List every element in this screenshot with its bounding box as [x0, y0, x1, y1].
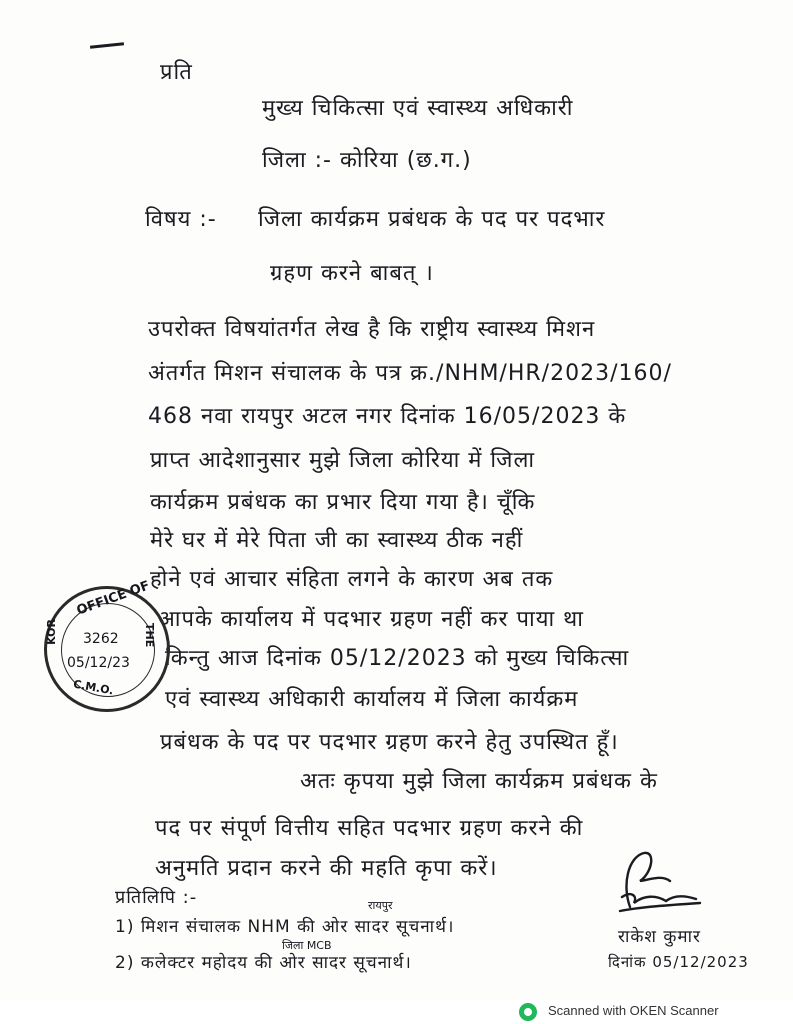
copy-item-2: 2) कलेक्टर महोदय की ओर सादर सूचनार्थ।	[115, 953, 412, 973]
body-line-13: पद पर संपूर्ण वित्तीय सहित पदभार ग्रहण करने की	[155, 816, 584, 841]
body-line-7: होने एवं आचार संहिता लगने के कारण अब तक	[150, 567, 554, 592]
oken-scanner-logo-icon	[519, 1003, 537, 1021]
body-line-9: किन्तु आज दिनांक 05/12/2023 को मुख्य चिकित्सा	[165, 646, 630, 671]
body-line-6: मेरे घर में मेरे पिता जी का स्वास्थ्य ठीक नहीं	[150, 528, 524, 553]
body-line-3: 468 नवा रायपुर अटल नगर दिनांक 16/05/2023 के	[148, 404, 627, 429]
copy-label: प्रतिलिपि :-	[115, 887, 198, 908]
signer-date: दिनांक 05/12/2023	[608, 953, 749, 971]
body-line-11: प्रबंधक के पद पर पदभार ग्रहण करने हेतु उपस्थित हूँ।	[160, 730, 619, 755]
signer-name: राकेश कुमार	[618, 927, 701, 947]
stamp-text-left: KOR	[45, 619, 58, 645]
body-line-1: उपरोक्त विषयांतर्गत लेख है कि राष्ट्रीय स्वास्थ्य मिशन	[148, 317, 596, 342]
salutation: प्रति	[160, 60, 193, 85]
copy-item2-superscript: जिला MCB	[282, 939, 332, 952]
office-stamp	[44, 578, 170, 712]
body-line-10: एवं स्वास्थ्य अधिकारी कार्यालय में जिला कार्यक्रम	[165, 687, 579, 712]
subject-line-2: ग्रहण करने बाबत् ।	[270, 261, 434, 286]
margin-dash	[90, 42, 124, 49]
logo-center	[524, 1008, 532, 1016]
subject-line-1: जिला कार्यक्रम प्रबंधक के पद पर पदभार	[258, 207, 606, 232]
stamp-text-bottom: C.M.O.	[72, 677, 115, 698]
body-line-14: अनुमति प्रदान करने की महति कृपा करें।	[155, 856, 498, 881]
stamp-number: 3262	[83, 631, 119, 647]
stamp-text-top: OFFICE OF	[74, 578, 152, 619]
recipient-title: मुख्य चिकित्सा एवं स्वास्थ्य अधिकारी	[262, 96, 574, 121]
subject-label: विषय :-	[145, 207, 217, 232]
signature	[600, 845, 710, 925]
body-line-5: कार्यक्रम प्रबंधक का प्रभार दिया गया है। चूँकि	[150, 490, 536, 515]
copy-item1-superscript: रायपुर	[368, 899, 393, 912]
body-line-8: आपके कार्यालय में पदभार ग्रहण नहीं कर पाया था	[158, 607, 584, 632]
scanner-watermark-label: Scanned with OKEN Scanner	[548, 1003, 719, 1018]
body-line-12: अतः कृपया मुझे जिला कार्यक्रम प्रबंधक के	[300, 769, 658, 794]
body-line-4: प्राप्त आदेशानुसार मुझे जिला कोरिया में जिला	[150, 448, 536, 473]
recipient-district: जिला :- कोरिया (छ.ग.)	[262, 148, 472, 173]
stamp-date: 05/12/23	[67, 655, 130, 671]
copy-item-1: 1) मिशन संचालक NHM की ओर सादर सूचनार्थ।	[115, 917, 455, 937]
body-line-2: अंतर्गत मिशन संचालक के पत्र क्र./NHM/HR/2023/160/	[148, 361, 672, 386]
stamp-text-right: THE	[143, 623, 156, 648]
